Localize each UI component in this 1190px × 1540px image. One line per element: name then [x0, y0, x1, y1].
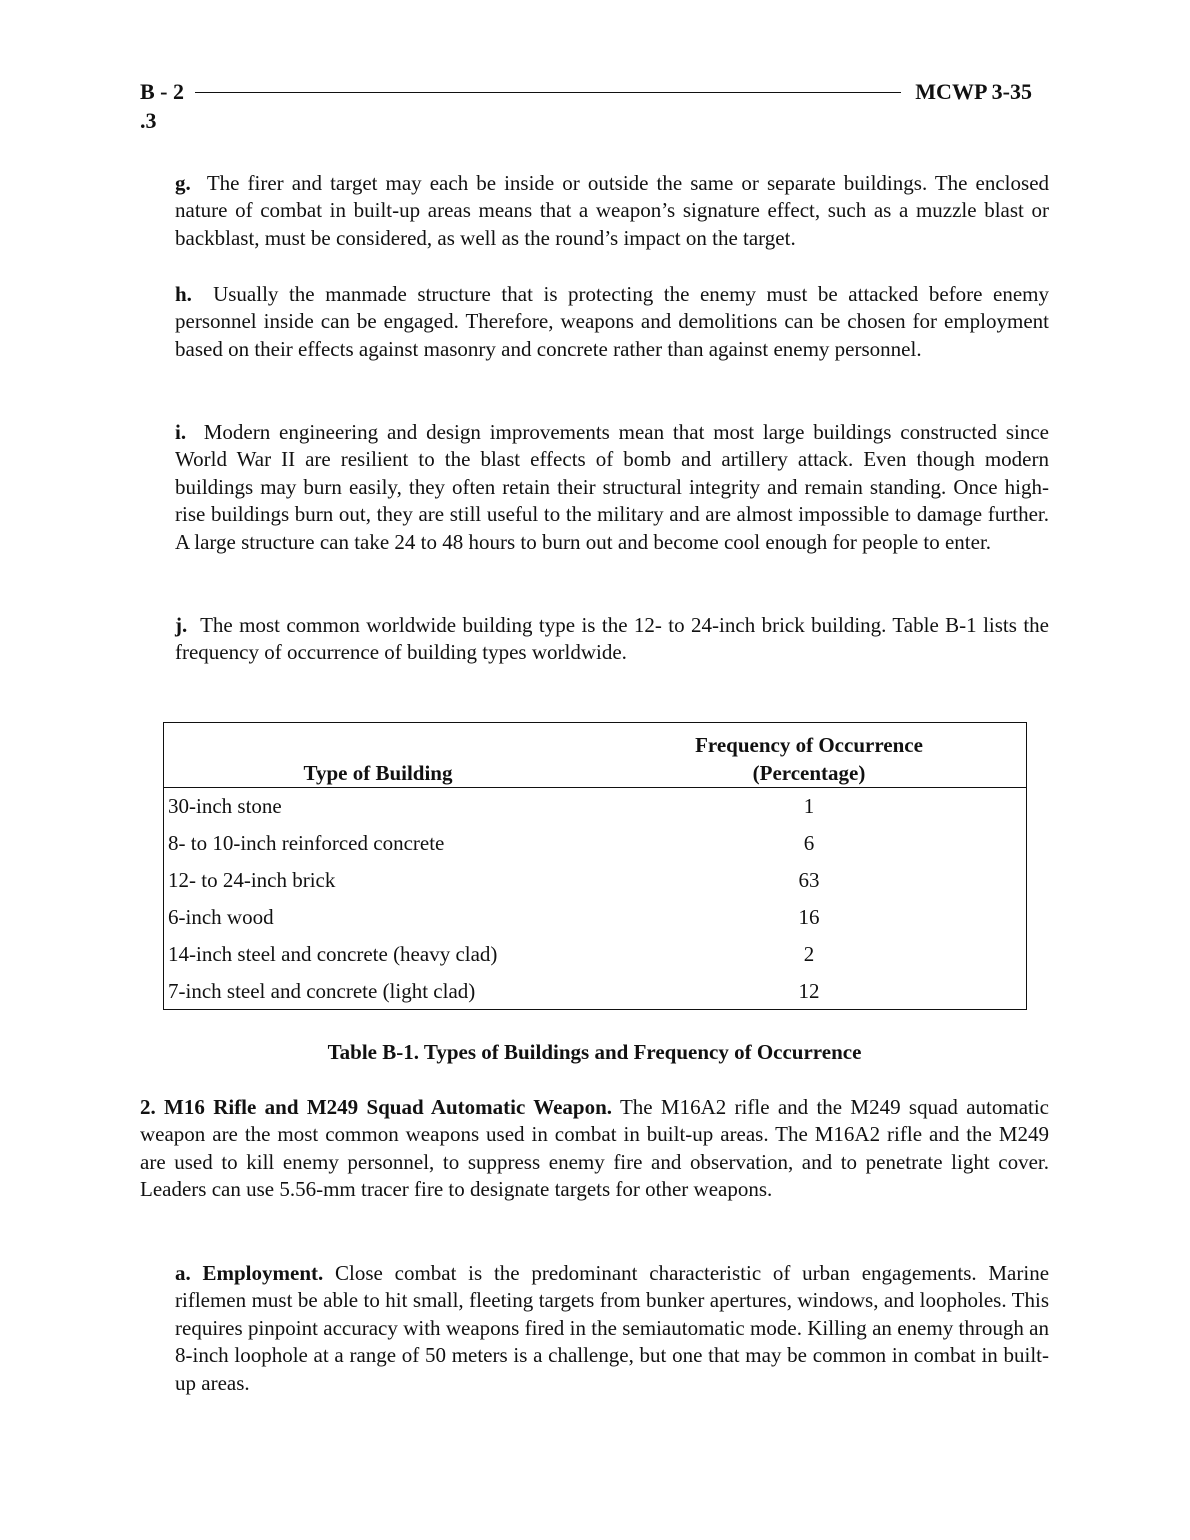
paragraph-j [175, 612, 1049, 667]
paragraph-h [175, 281, 1049, 363]
frequency-cell: 6 [803, 831, 815, 856]
paragraph-j-text: The most common worldwide building type is the 12- to 24-inch brick building. Table B-1 lists the frequency of occurrence of building types worldwide. [175, 613, 1049, 665]
table-row [164, 862, 1027, 899]
paragraph-g-label: g. [175, 171, 191, 195]
section-2 [140, 1094, 1049, 1204]
frequency-cell: 2 [803, 941, 815, 966]
header-doc-id: MCWP 3-35 [915, 79, 1032, 104]
building-type-cell: 6-inch wood [168, 904, 274, 929]
paragraph-h-label: h. [175, 282, 192, 306]
header-page-number-continued: .3 [140, 108, 157, 133]
table-row [164, 972, 1027, 1009]
frequency-cell: 16 [798, 904, 820, 929]
header-rule [195, 92, 901, 93]
paragraph-g [175, 170, 1049, 252]
frequency-cell: 63 [798, 868, 820, 893]
paragraph-i-text: Modern engineering and design improvements mean that most large buildings constructed since World War II are resilient to the blast effects of bomb and artillery attack. Even though modern buildings may burn easily, they often retain their structural integrity and remain standing. Once high-rise buildings burn out, they are still useful to the military and are almost impossible to damage further. A large structure can take 24 to 48 hours to burn out and become cool enough for people to enter. [175, 420, 1049, 554]
table-row [164, 788, 1027, 825]
col-frequency-header-line2: (Percentage) [752, 761, 866, 785]
table-row [164, 825, 1027, 862]
building-type-cell: 7-inch steel and concrete (light clad) [168, 978, 476, 1003]
section-2a-text: Close combat is the predominant characteristic of urban engagements. Marine riflemen must be able to hit small, fleeting targets from bunker apertures, windows, and loopholes. This requires pinpoint accuracy with weapons fired in the semiautomatic mode. Killing an enemy through an 8-inch loophole at a range of 50 meters is a challenge, but one that may be common in combat in built-up areas. [175, 1261, 1050, 1395]
building-type-cell: 30-inch stone [168, 794, 282, 819]
paragraph-h-text: Usually the manmade structure that is protecting the enemy must be attacked before enemy personnel inside can be engaged. Therefore, weapons and demolitions can be chosen for employment based on their effects against masonry and concrete rather than against enemy personnel. [175, 282, 1049, 361]
header-page-number: B - 2 [140, 79, 184, 104]
paragraph-g-text: The firer and target may each be inside or outside the same or separate buildings. The enclosed nature of combat in built-up areas means that a weapon’s signature effect, such as a muzzle blast or backblast, must be considered, as well as the round’s impact on the target. [175, 171, 1050, 250]
table-row [164, 935, 1027, 972]
building-type-cell: 12- to 24-inch brick [168, 868, 336, 893]
section-2-text: The M16A2 rifle and the M249 squad automatic weapon are the most common weapons used in combat in built-up areas. The M16A2 rifle and the M249 are used to kill enemy personnel, to suppress enemy fire and observation, and to penetrate light cover. Leaders can use 5.56-mm tracer fire to designate targets for other weapons. [140, 1095, 1050, 1202]
paragraph-i-label: i. [175, 420, 187, 444]
building-type-cell: 14-inch steel and concrete (heavy clad) [168, 941, 498, 966]
paragraph-j-label: j. [175, 613, 188, 637]
building-types-table [163, 722, 1027, 1010]
frequency-cell: 1 [803, 794, 815, 819]
section-2a-heading: a. Employment. [175, 1261, 324, 1285]
building-type-cell: 8- to 10-inch reinforced concrete [168, 831, 445, 856]
frequency-cell: 12 [798, 978, 820, 1003]
col-frequency-header-line1: Frequency of Occurrence [695, 733, 923, 757]
table-caption: Table B-1. Types of Buildings and Frequency of Occurrence [327, 1040, 862, 1064]
col-type-header: Type of Building [164, 723, 593, 788]
section-2-heading: 2. M16 Rifle and M249 Squad Automatic Weapon. [140, 1095, 612, 1119]
col-frequency-header [592, 723, 1027, 788]
paragraph-i [175, 419, 1049, 556]
table-header-row [164, 723, 1027, 788]
section-2a [175, 1260, 1049, 1397]
table-row [164, 898, 1027, 935]
